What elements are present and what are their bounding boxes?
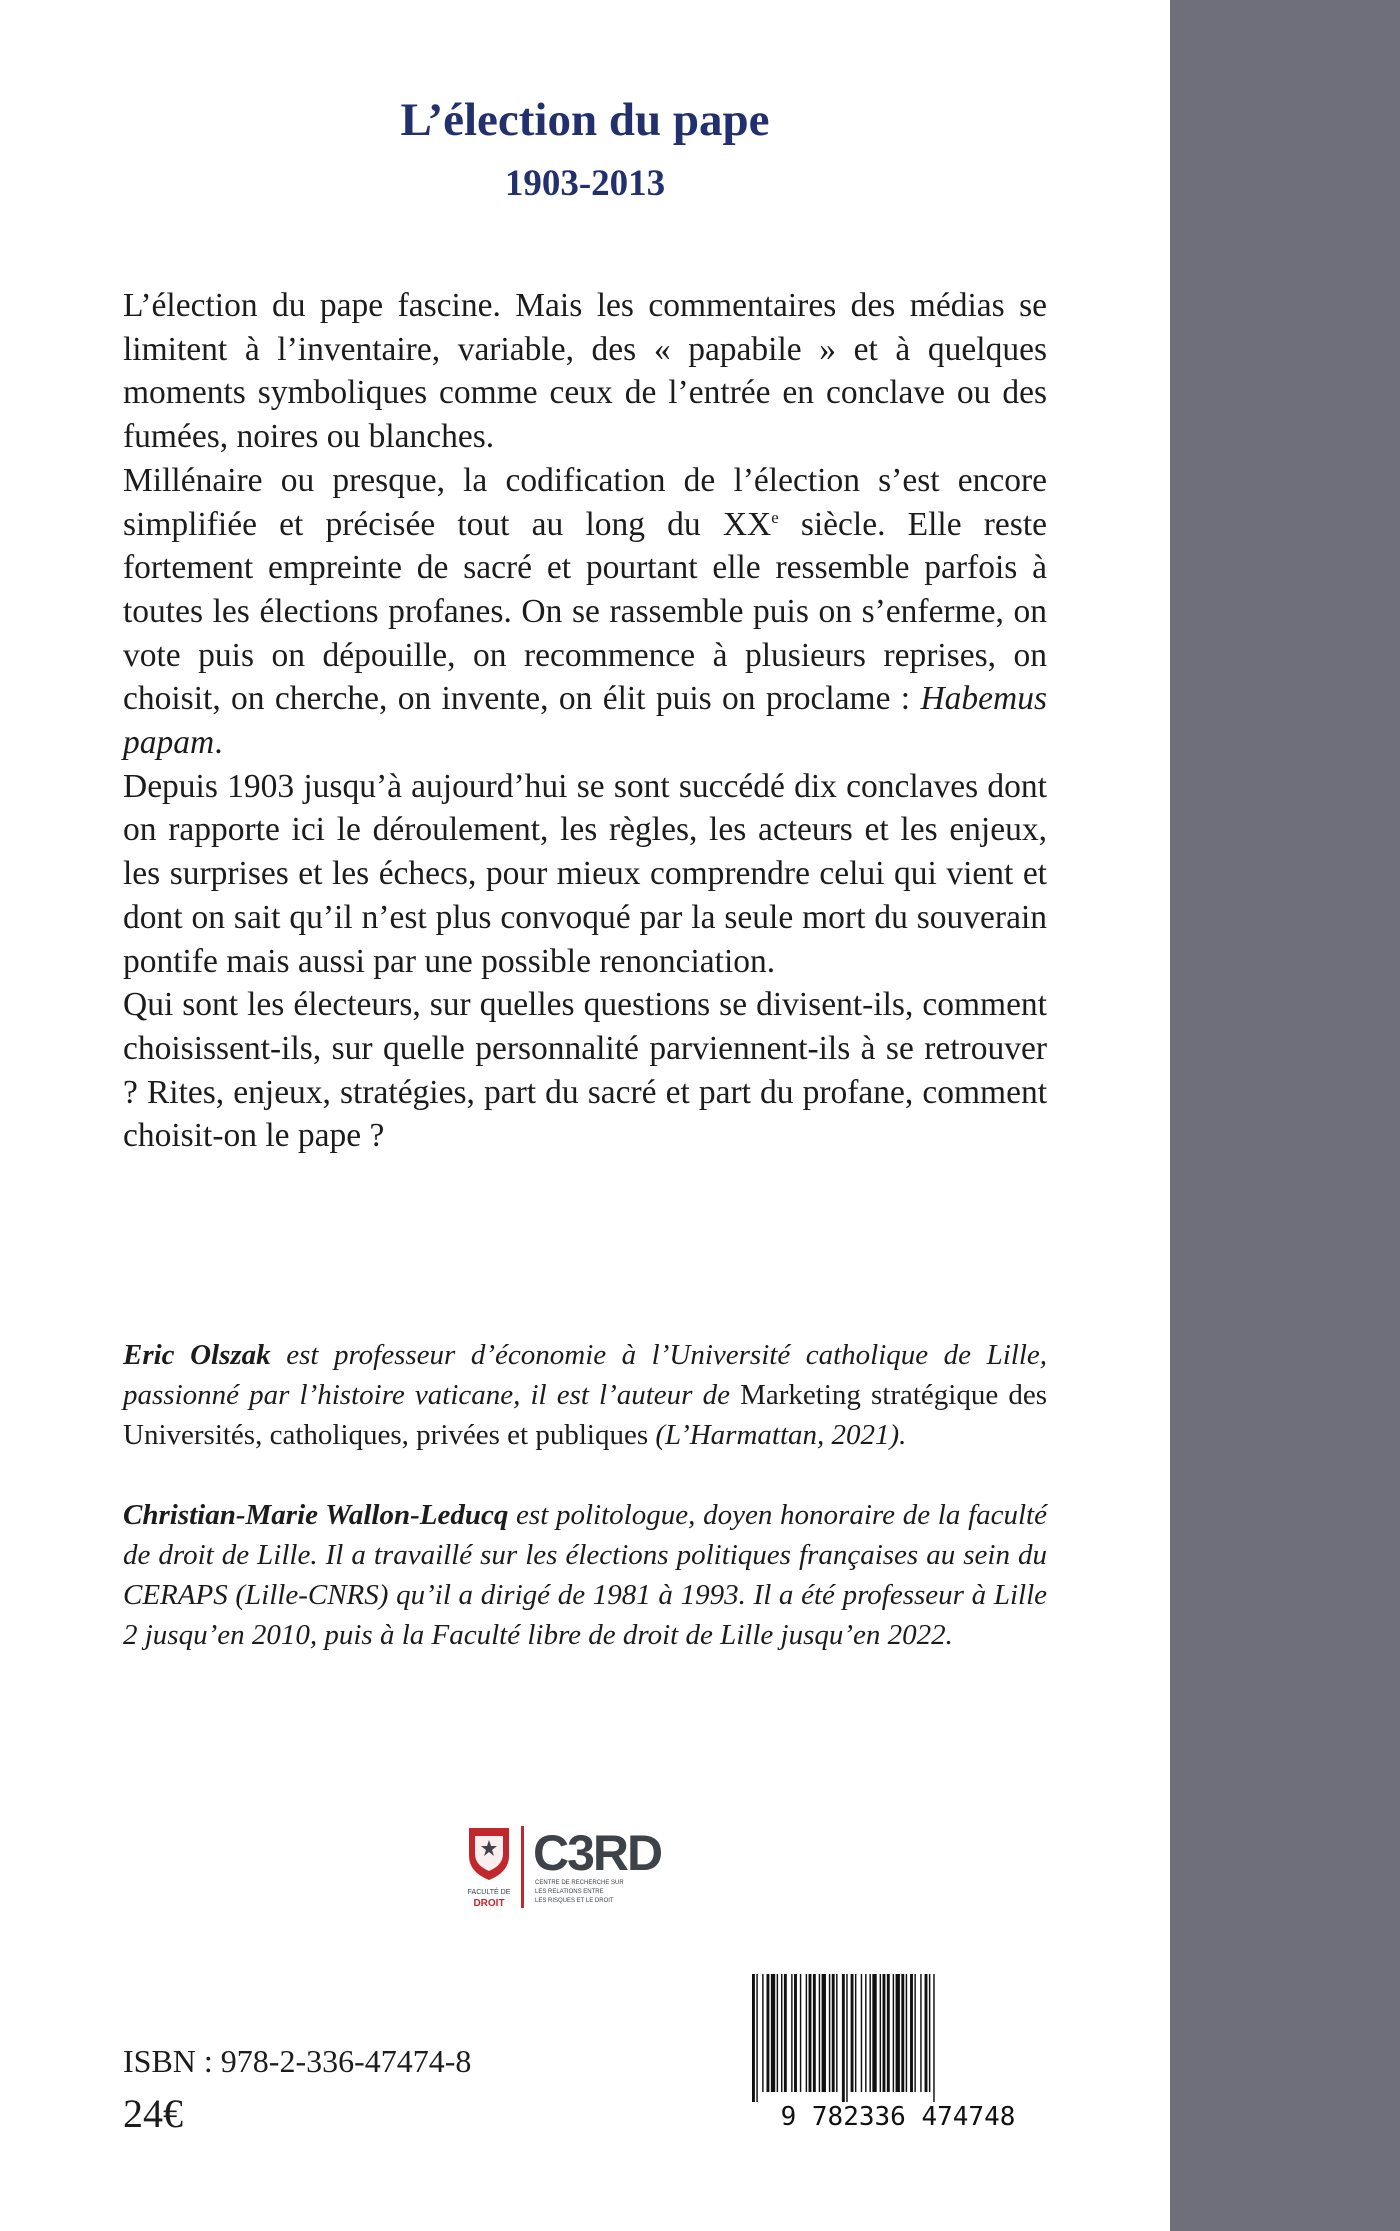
author-bio-2 [123, 1495, 1047, 1655]
barcode-bar [813, 1974, 816, 2092]
summary-text [123, 284, 1047, 1158]
faculte-droit-logo [468, 1828, 511, 1909]
p2-part-b: siècle. Elle reste fortement empreinte de sacré et pourtant elle ressemble parfois à toutes les élections profanes. On se rassemble puis on s’enferme, on vote puis on dépouille, on recommence à plusieurs reprises, on choisit, on cherche, on invente, on élit puis on proclame : [123, 505, 1047, 718]
barcode-bar [893, 1974, 894, 2092]
barcode-bar [869, 1974, 870, 2092]
c3rd-wordmark: C3RD [533, 1825, 662, 1881]
barcode-bar [861, 1974, 862, 2092]
barcode-bar [914, 1974, 915, 2092]
barcode-bar [906, 1974, 907, 2092]
faculte-label: FACULTÉ DE [467, 1889, 511, 1896]
price-text: 24€ [123, 2091, 183, 2136]
barcode-bar [806, 1974, 807, 2092]
barcode-bar [777, 1974, 778, 2092]
summary-paragraph-3: Depuis 1903 jusqu’à aujourd’hui se sont succédé dix conclaves dont on rapporte ici le déroulement, les règles, les acteurs et les enjeux, les surprises et les échecs, pour mieux comprendre celui qui vient et dont on sait qu’il n’est plus convoqué par la seule mort du souverain pontife mais aussi par une possible renonciation. [123, 767, 1047, 980]
author-1-name: Eric Olszak [123, 1339, 271, 1371]
barcode-bar [767, 1974, 770, 2092]
book-subtitle: 1903-2013 [504, 163, 666, 204]
barcode-bar [771, 1974, 775, 2092]
barcode-bar [883, 1974, 886, 2092]
barcode-bar [832, 1974, 835, 2092]
p2-end: . [214, 724, 223, 762]
summary-paragraph-1: L’élection du pape fascine. Mais les commentaires des médias se limitent à l’inventaire, variable, des « papabile » et à quelques moments symboliques comme ceux de l’entrée en conclave ou des fumées, noires ou blanches. [123, 287, 1047, 456]
barcode-bar [836, 1974, 837, 2092]
barcode-bar [887, 1974, 890, 2092]
droit-label: DROIT [473, 1898, 505, 1909]
barcode-bar [756, 1974, 757, 2102]
author-bio-1 [123, 1335, 1047, 1455]
spine-band [1170, 0, 1400, 2231]
barcode-bar [855, 1974, 856, 2092]
barcode-bar [851, 1974, 854, 2092]
logo-divider [521, 1826, 524, 1908]
barcode-bar [842, 1974, 845, 2102]
barcode-bar [872, 1974, 876, 2092]
barcode-bar [920, 1974, 921, 2092]
barcode-bar [822, 1974, 826, 2092]
barcode-bar [791, 1974, 792, 2092]
barcode-bar [910, 1974, 913, 2092]
author-1-publisher: (L’Harmattan, 2021). [648, 1419, 907, 1451]
c3rd-tagline-1: CENTRE DE RECHERCHE SUR [535, 1880, 624, 1886]
barcode-bar [784, 1974, 787, 2092]
barcode-bar [829, 1974, 830, 2092]
barcode [748, 1970, 1048, 2130]
summary-paragraph-4: Qui sont les électeurs, sur quelles questions se divisent-ils, comment choisissent-ils, sur quelle personnalité parviennent-ils à se retrouver ? Rites, enjeux, stratégies, part du sacré et part du profane, comment choisit-on le pape ? [123, 986, 1047, 1155]
barcode-bar [752, 1974, 755, 2102]
author-1-text: est professeur d’économie à l’Université catholique de Lille, passionné par l’histoire vaticane, il est l’auteur de [123, 1339, 1047, 1411]
barcode-bar [933, 1974, 934, 2102]
barcode-bar [865, 1974, 866, 2092]
author-2-text: est politologue, doyen honoraire de la faculté de droit de Lille. Il a travaillé sur les élections politiques françaises au sein du CERAPS (Lille-CNRS) qu’il a dirigé de 1981 à 1993. Il a été professeur à Lille 2 jusqu’en 2010, puis à la Faculté libre de droit de Lille jusqu’en 2022. [123, 1499, 1047, 1651]
barcode-bar [896, 1974, 900, 2092]
barcode-bar [794, 1974, 797, 2092]
barcode-digits: 9 782336 474748 [780, 2102, 1016, 2130]
c3rd-tagline-3: LES RISQUES ET LE DROIT [535, 1898, 614, 1904]
barcode-bar [925, 1974, 928, 2092]
book-title: L’élection du pape [400, 94, 770, 146]
barcode-bar [762, 1974, 763, 2092]
p2-part-a: Millénaire ou presque, la codification de l’élection s’est encore simplifiée et précisée tout au long du XX [123, 461, 1047, 543]
century-superscript: e [771, 507, 779, 527]
c3rd-logo [533, 1825, 662, 1904]
barcode-bar [846, 1974, 847, 2102]
barcode-bar [901, 1974, 904, 2092]
barcode-bar [819, 1974, 820, 2092]
barcode-bar [880, 1974, 881, 2092]
barcode-bar [929, 1974, 930, 2092]
c3rd-tagline-2: LES RELATIONS ENTRE [535, 1889, 604, 1895]
barcode-bar [809, 1974, 812, 2092]
author-1-book: Marketing stratégique des Universités, catholiques, privées et publiques [123, 1379, 1047, 1451]
partner-logos [465, 1822, 725, 1914]
habemus-papam: Habemus papam [123, 680, 1047, 762]
barcode-bar [781, 1974, 782, 2092]
summary-paragraph-2 [123, 459, 1047, 765]
author-2-name: Christian-Marie Wallon-Leducq [123, 1499, 509, 1531]
barcode-bar [800, 1974, 801, 2092]
isbn-text: ISBN : 978-2-336-47474-8 [123, 2043, 472, 2079]
author-bios [123, 1335, 1047, 1655]
